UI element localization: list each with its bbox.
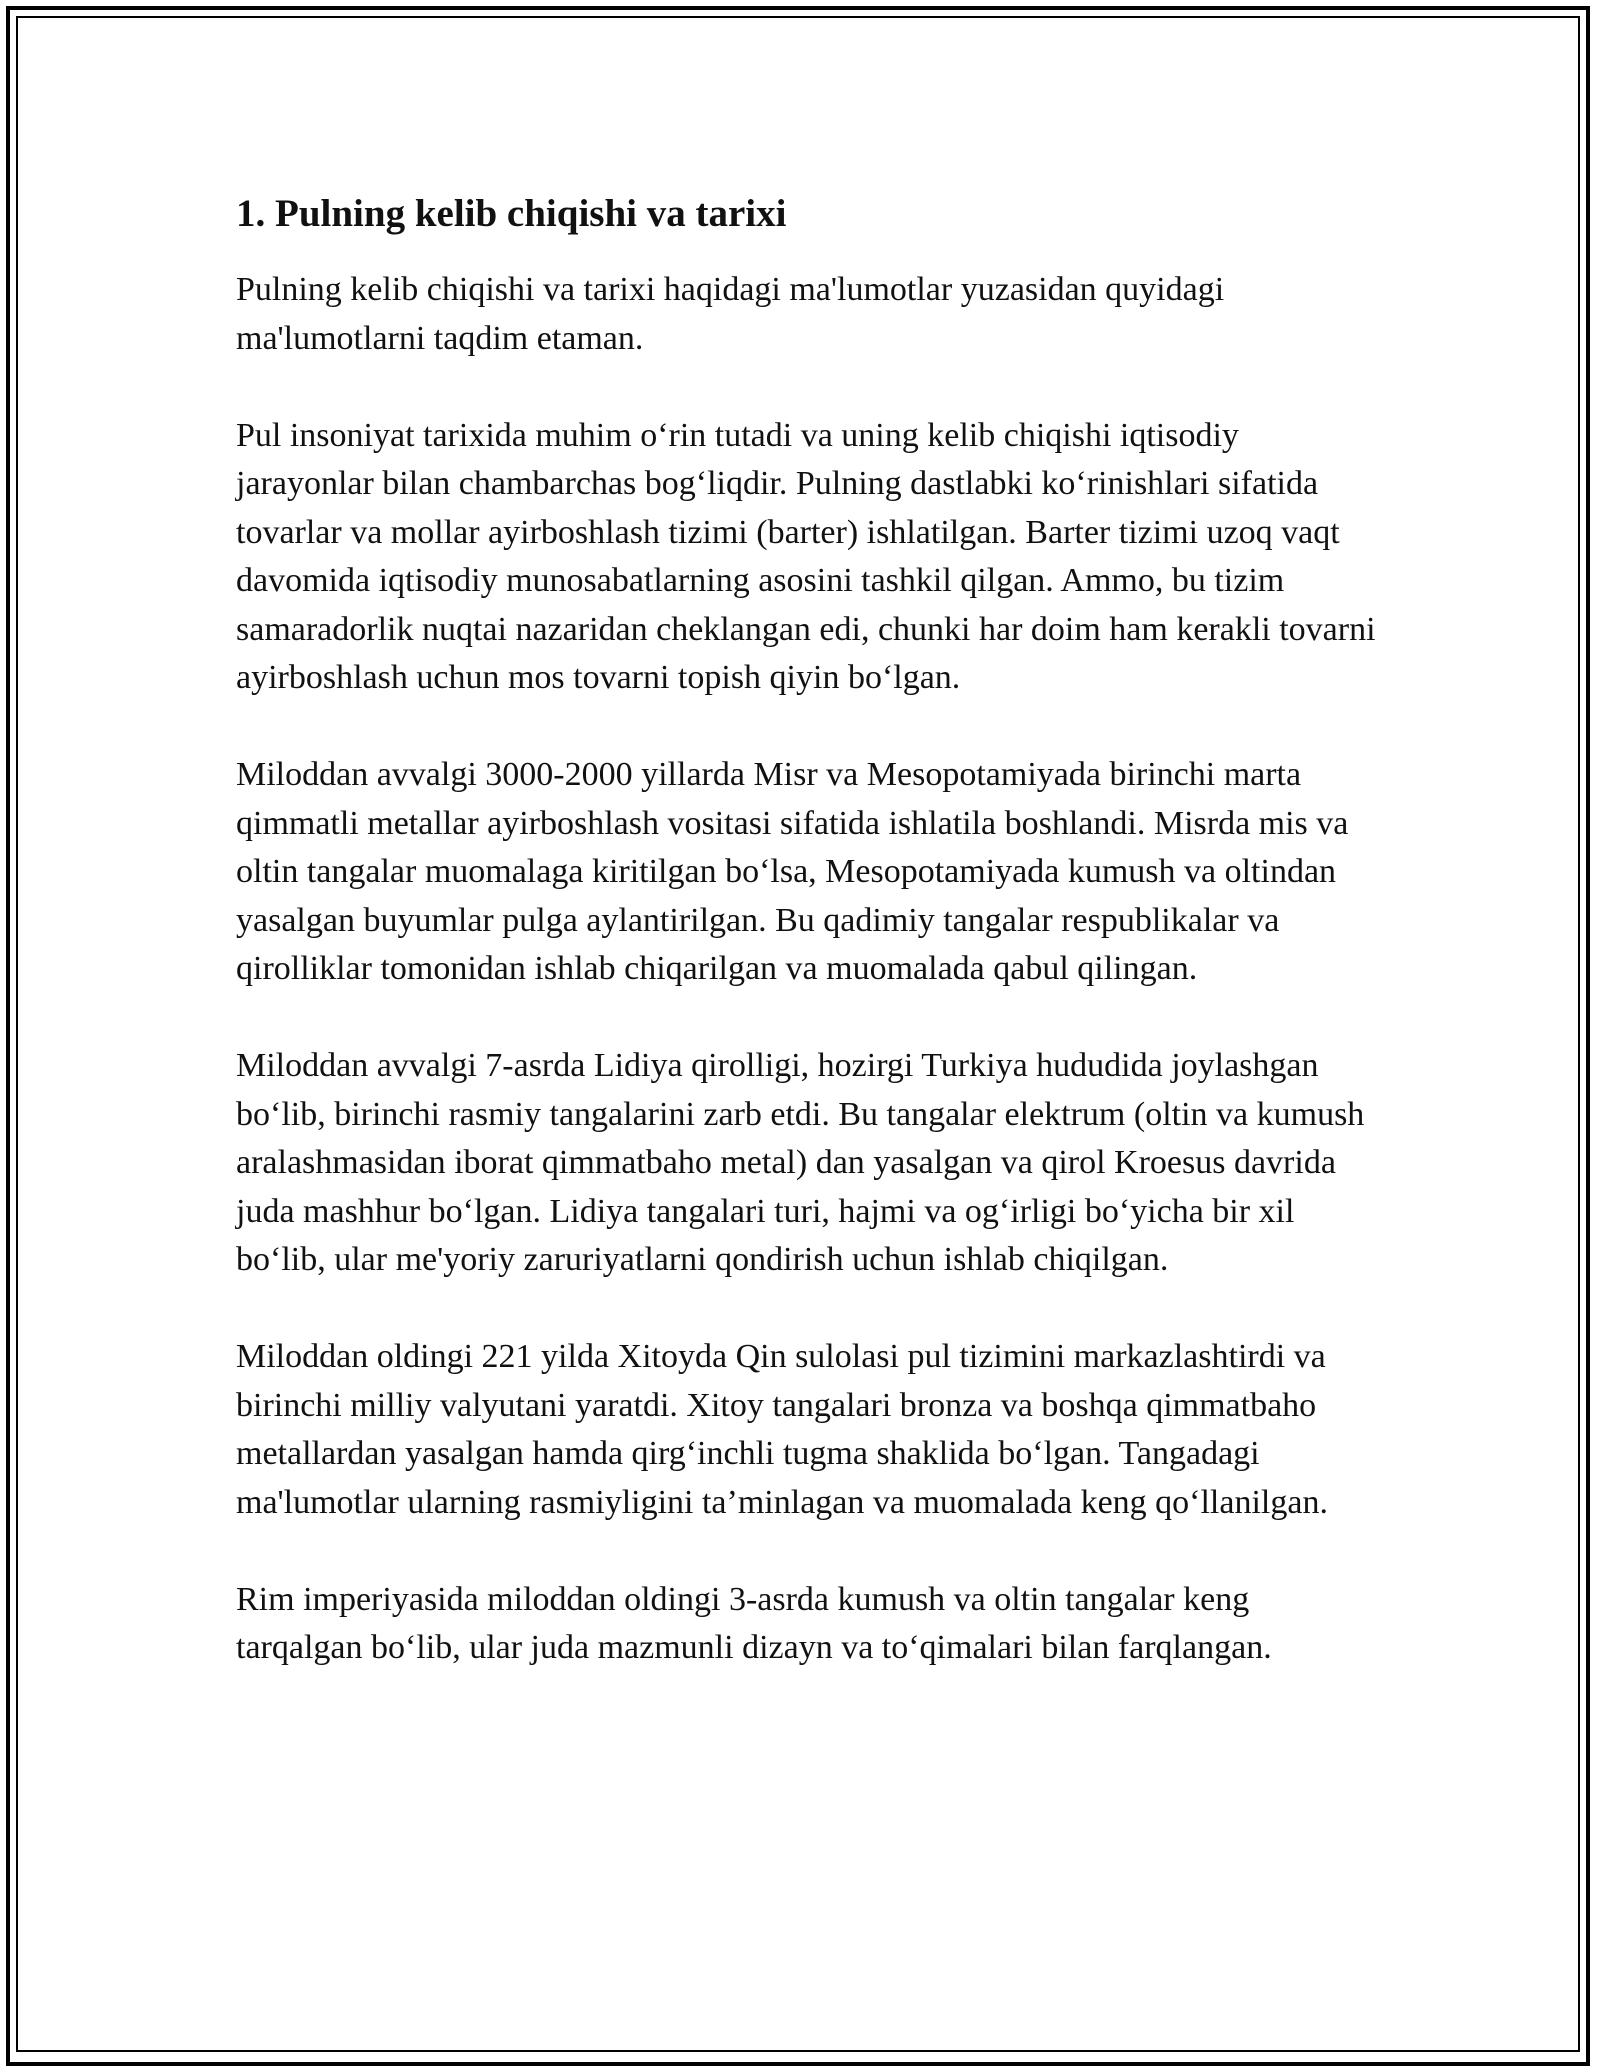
section-heading: 1. Pulning kelib chiqishi va tarixi: [236, 192, 787, 235]
paragraph-barter: Pul insoniyat tarixida muhim oʻrin tutadi va uning kelib chiqishi iqtisodiy jarayonlar bilan chambarchas bogʻliqdir. Pulning dastlabki koʻrinishlari sifatida tovarlar va mollar ayirboshlash tizimi (barter) ishlatilgan. Barter tizimi uzoq vaqt davomida iqtisodiy munosabatlarning asosini tashkil qilgan. Ammo, bu tizim samaradorlik nuqtai nazaridan cheklangan edi, chunki har doim ham kerakli tovarni ayirboshlash uchun mos tovarni topish qiyin boʻlgan.: [236, 416, 1376, 696]
document-body: [236, 186, 1376, 1721]
paragraph-rome: Rim imperiyasida miloddan oldingi 3-asrda kumush va oltin tangalar keng tarqalgan boʻlib, ular juda mazmunli dizayn va toʻqimalari bilan farqlangan.: [236, 1580, 1272, 1666]
paragraph-intro: Pulning kelib chiqishi va tarixi haqidagi ma'lumotlar yuzasidan quyidagi ma'lumotlarni taqdim etaman.: [236, 271, 1225, 357]
paragraph-china: Miloddan oldingi 221 yilda Xitoyda Qin sulolasi pul tizimini markazlashtirdi va birinchi milliy valyutani yaratdi. Xitoy tangalari bronza va boshqa qimmatbaho metallardan yasalgan hamda qirgʻinchli tugma shaklida boʻlgan. Tangadagi ma'lumotlar ularning rasmiyligini ta’minlagan va muomalada keng qoʻllanilgan.: [236, 1338, 1328, 1521]
paragraph-egypt-mesopotamia: Miloddan avvalgi 3000-2000 yillarda Misr va Mesopotamiyada birinchi marta qimmatli metallar ayirboshlash vositasi sifatida ishlatila boshlandi. Misrda mis va oltin tangalar muomalaga kiritilgan boʻlsa, Mesopotamiyada kumush va oltindan yasalgan buyumlar pulga aylantirilgan. Bu qadimiy tangalar respublikalar va qirolliklar tomonidan ishlab chiqarilgan va muomalada qabul qilingan.: [236, 756, 1349, 987]
paragraph-lydia: Miloddan avvalgi 7-asrda Lidiya qirolligi, hozirgi Turkiya hududida joylashgan boʻlib, birinchi rasmiy tangalarini zarb etdi. Bu tangalar elektrum (oltin va kumush aralashmasidan iborat qimmatbaho metal) dan yasalgan va qirol Kroesus davrida juda mashhur boʻlgan. Lidiya tangalari turi, hajmi va ogʻirligi boʻyicha bir xil boʻlib, ular me'yoriy zaruriyatlarni qondirish uchun ishlab chiqilgan.: [236, 1047, 1365, 1278]
